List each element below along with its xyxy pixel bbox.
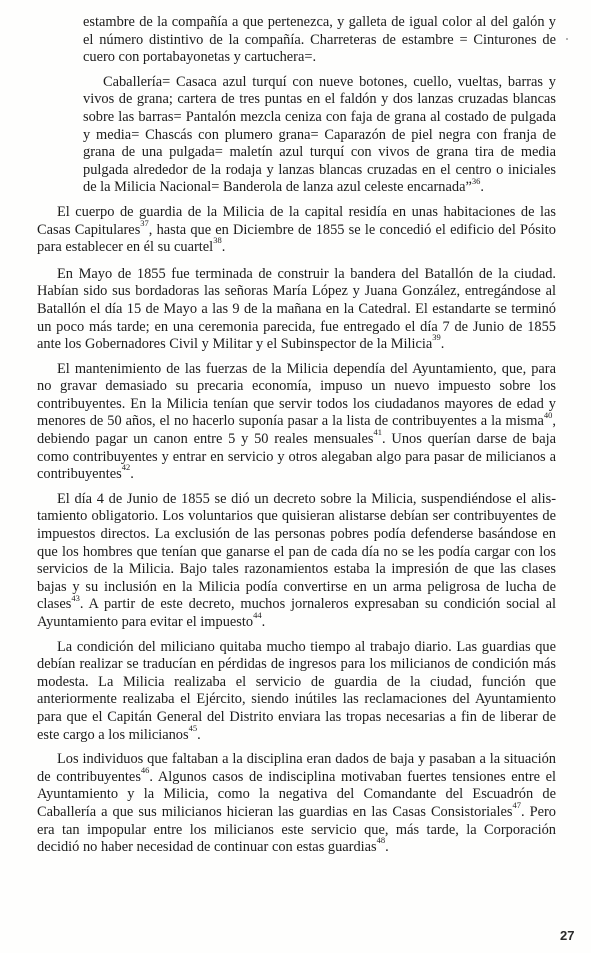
page-number: 27 — [560, 928, 575, 943]
uniform-quote-block — [83, 14, 556, 197]
footnote-ref: 48 — [376, 835, 386, 846]
paragraph-decree-1855 — [37, 491, 556, 632]
paper-speck — [566, 38, 568, 40]
footnote-ref: 38 — [213, 235, 222, 246]
paragraph-text: . — [130, 466, 134, 483]
paragraph-text: La condición del miliciano quitaba mucho tiempo al trabajo diario. Las guardias que debían realizar se traducían en pérdidas de ingresos para los milicianos de condición más modesta. La Milicia realizaba el servicio de guardia de la ciudad, función que anteriormente realizaba el Ejército, siendo inútiles las reclamaciones del Ayuntamiento para que el Capitán General del Distrito enviara las tropas necesarias a fin de liberar de este cargo a los milicianos — [37, 638, 556, 743]
paragraph-guard-corps — [37, 204, 556, 257]
text-column — [37, 14, 556, 857]
paragraph-text: , hasta que en Diciembre de 1855 se le concedió el edificio del Pósito para establecer en él su cuartel — [37, 221, 556, 256]
paragraph-text: El cuerpo de guardia de la Milicia de la capital residía en unas habitaciones de las Casas Capitulares — [37, 203, 556, 238]
paragraph-text: . — [197, 726, 201, 743]
paragraph-battalion-flag — [37, 266, 556, 354]
footnote-ref: 44 — [253, 610, 262, 621]
footnote-ref: 42 — [121, 462, 131, 473]
footnote-ref: 36 — [471, 175, 481, 186]
paragraph-discipline — [37, 751, 556, 857]
paragraph-militia-maintenance — [37, 361, 556, 484]
paragraph-militiaman-condition — [37, 639, 556, 745]
paragraph-text: Caballería= Casaca azul turquí con nueve botones, cuello, vueltas, barras y vivos de grana; cartera de tres puntas en el faldón y dos lanzas cruzadas blancas sobre las barras= Pantalón mezcla ceniza con faja de grana al costado de pulgada y media= Chascás con plumero grana= Caparazón de piel negra con franja de grana de una pulgada= maletín azul turquí con vivos de grana tira de media pulgada alrededor de la rodaja y lanzas blancas cruzadas en el centro o iniciales de la Milicia Nacional= Banderola de lanza azul celeste encarnada” — [83, 73, 556, 196]
footnote-ref: 40 — [543, 409, 553, 420]
paragraph-text: . — [480, 179, 484, 196]
paragraph-text: El mantenimiento de las fuerzas de la Milicia dependía del Ayuntamiento, que, para no gravar demasiado su precaria economía, impuso un nuevo impuesto sobre los contribuyentes. En la Milicia tenían que servir todos los ciudadanos mayores de edad y menores de 50 años, el no hacerlo suponía pasar a la lista de contribuyentes a la misma — [37, 360, 556, 430]
paragraph-uniform-infantry-end — [83, 14, 556, 67]
paragraph-text: . Unos querían darse de baja como contribuyentes y entrar en servicio y otros alegaban algo para pasar de milicianos a contribuyentes — [37, 431, 557, 483]
paragraph-text: . — [261, 614, 266, 630]
paragraph-text: . — [221, 239, 226, 256]
footnote-ref: 46 — [140, 764, 150, 775]
footnote-ref: 39 — [432, 332, 441, 343]
footnote-ref: 47 — [512, 800, 522, 811]
paragraph-text: estambre de la compañía a que pertenezca, y galleta de igual color al del galón y el número distintivo de la compañía. Charreteras de estambre = Cinturones de cuero con portabayonetas y cartuchera=. — [83, 14, 556, 66]
paragraph-uniform-cavalry — [83, 74, 556, 197]
paragraph-text: . — [385, 839, 389, 856]
paragraph-text: . Algunos casos de indisciplina motivaban fuertes tensiones entre el Ayuntamiento y la Milicia, como la negativa del Comandante del Escuadrón de Caballería a que sus milicianos hicieran las guardias en las Casas Consistoriales — [37, 768, 556, 820]
footnote-ref: 37 — [140, 217, 149, 228]
paragraph-text: . Pero era tan impopular entre los milicianos este servicio que, más tarde, la Corporación decidió no haber necesidad de continuar con estas guardias — [37, 803, 557, 856]
paragraph-text: El día 4 de Junio de 1855 se dió un decreto sobre la Milicia, suspendiéndose el alistamiento obligatorio. Los voluntarios que quisieran alistarse debían ser contribuyentes de impuestos directos. La exclusión de las personas pobres podía defenderse basándose en que los hombres que tenían que ganarse el pan de cada día no se les podía cargar con los servicios de la Milicia. Bajo tales razonamientos estaba la impresión de que las clases bajas y su inclusión en la Milicia podía convertirse en un arma peligrosa de lucha de clases — [37, 490, 556, 613]
paragraph-text: . — [440, 336, 445, 353]
paragraph-text: . A partir de este decreto, muchos jornaleros expresaban su condición social al Ayuntamiento para evitar el impuesto — [37, 596, 556, 630]
paragraph-text: , debiendo pagar un canon entre 5 y 50 reales mensuales — [37, 413, 556, 448]
paragraph-text: Los individuos que faltaban a la disciplina eran dados de baja y pasaban a la situación de contribuyentes — [37, 751, 556, 785]
footnote-ref: 45 — [188, 722, 198, 733]
footnote-ref: 41 — [373, 427, 383, 438]
paragraph-text: En Mayo de 1855 fue terminada de construir la bandera del Batallón de la ciudad. Habían sido sus bordadoras las señoras María López y Juana González, entregándose al Batallón el día 15 de Mayo a las 9 de la mañana en la Catedral. El estandarte se terminó un poco más tarde; en una ceremonia parecida, fue entregado el día 7 de Junio de 1855 ante los Gobernadores Civil y Militar y el Subinspector de la Milicia — [37, 265, 556, 353]
footnote-ref: 43 — [71, 592, 80, 603]
